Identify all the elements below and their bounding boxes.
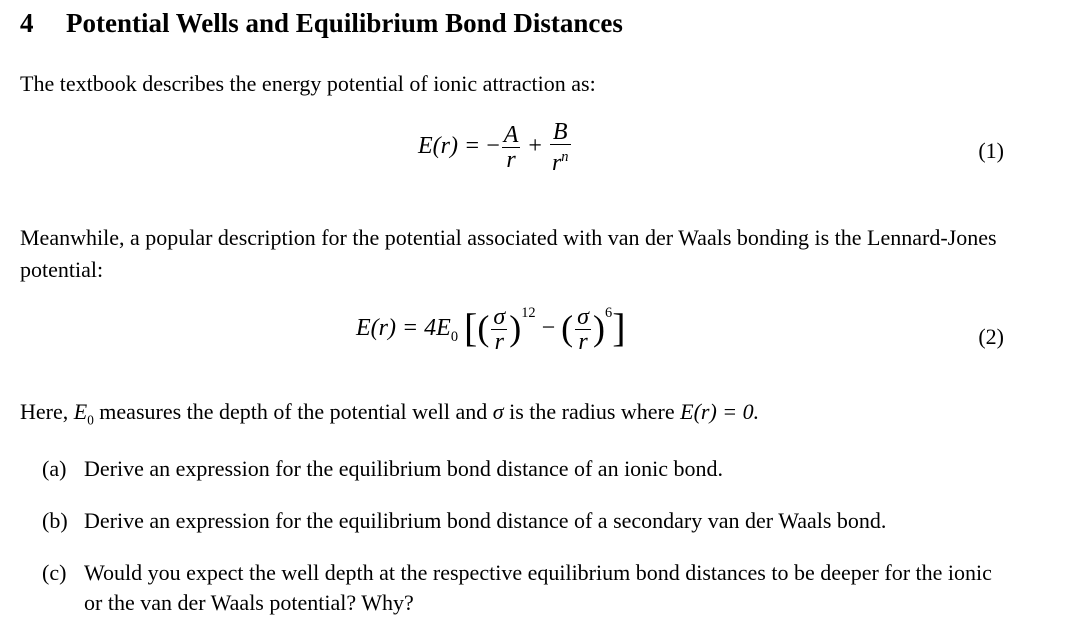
question-b-text: Derive an expression for the equilibrium bond distance of a secondary van der Waals bond. xyxy=(84,508,887,533)
intro-text: The textbook describes the energy potential of ionic attraction as: xyxy=(20,71,596,96)
eq1-fraction-b xyxy=(550,120,571,175)
eq2-left-bracket: [ xyxy=(464,305,478,350)
here-er: E(r) = 0. xyxy=(680,399,760,424)
equation-1 xyxy=(418,120,573,175)
eq1-frac-b-den xyxy=(550,145,571,175)
eq2-frac1-den: r xyxy=(494,328,504,355)
eq1-frac-b-den-exp: n xyxy=(561,149,569,165)
eq2-right-paren-2: ) xyxy=(593,308,605,348)
eq1-minus: − xyxy=(486,133,500,160)
equation-2-number: (2) xyxy=(978,324,1004,349)
question-b-label: (b) xyxy=(42,508,68,533)
here-text xyxy=(20,396,759,436)
here-e0-sub: 0 xyxy=(87,412,94,428)
equation-1-number: (1) xyxy=(978,138,1004,163)
eq2-lhs-sub: 0 xyxy=(450,328,459,345)
question-b xyxy=(42,506,1014,536)
here-sigma: σ xyxy=(492,399,504,424)
eq2-frac1-num: σ xyxy=(493,303,506,330)
section-heading xyxy=(20,8,623,39)
eq2-frac2-den: r xyxy=(578,328,588,355)
eq1-frac-a-den: r xyxy=(506,147,516,173)
eq2-minus: − xyxy=(541,315,556,341)
eq2-left-paren-1: ( xyxy=(477,308,490,348)
eq1-plus: + xyxy=(528,133,542,160)
question-c xyxy=(42,558,1014,618)
eq2-lhs: E(r) = 4E xyxy=(356,315,451,341)
here-middle: measures the depth of the potential well and xyxy=(93,399,493,424)
question-c-label: (c) xyxy=(42,560,67,585)
question-a-text: Derive an expression for the equilibrium bond distance of an ionic bond. xyxy=(84,456,724,481)
eq2-left-paren-2: ( xyxy=(561,308,574,348)
eq1-frac-b-den-base: r xyxy=(551,150,562,176)
eq1-frac-b-num: B xyxy=(550,120,571,145)
eq2-right-bracket: ] xyxy=(612,305,626,350)
question-a-label: (a) xyxy=(42,456,67,481)
eq2-exp-12: 12 xyxy=(521,305,536,321)
eq1-fraction-a xyxy=(502,123,521,172)
here-suffix: is the radius where xyxy=(503,399,681,424)
vdw-text: Meanwhile, a popular description for the potential associated with van der Waals bonding is the Lennard-Jones potential: xyxy=(20,225,997,282)
eq2-exp-6: 6 xyxy=(605,305,613,321)
eq1-frac-a-num: A xyxy=(503,122,519,148)
question-c-text: Would you expect the well depth at the respective equilibrium bond distances to be deeper for the ionic or the van der Waals potential? Why? xyxy=(84,560,992,615)
eq2-right-paren-1: ) xyxy=(509,308,522,348)
here-e0: E xyxy=(73,399,88,424)
question-a xyxy=(42,454,1014,484)
eq2-fraction-1 xyxy=(491,305,507,354)
eq2-fraction-2 xyxy=(575,305,591,354)
eq1-lhs: E(r) = xyxy=(418,133,481,160)
here-prefix: Here, xyxy=(20,399,74,424)
equation-2 xyxy=(356,304,626,354)
section-number: 4 xyxy=(20,8,34,38)
eq2-frac2-num: σ xyxy=(577,303,589,330)
section-title: Potential Wells and Equilibrium Bond Distances xyxy=(66,8,623,38)
